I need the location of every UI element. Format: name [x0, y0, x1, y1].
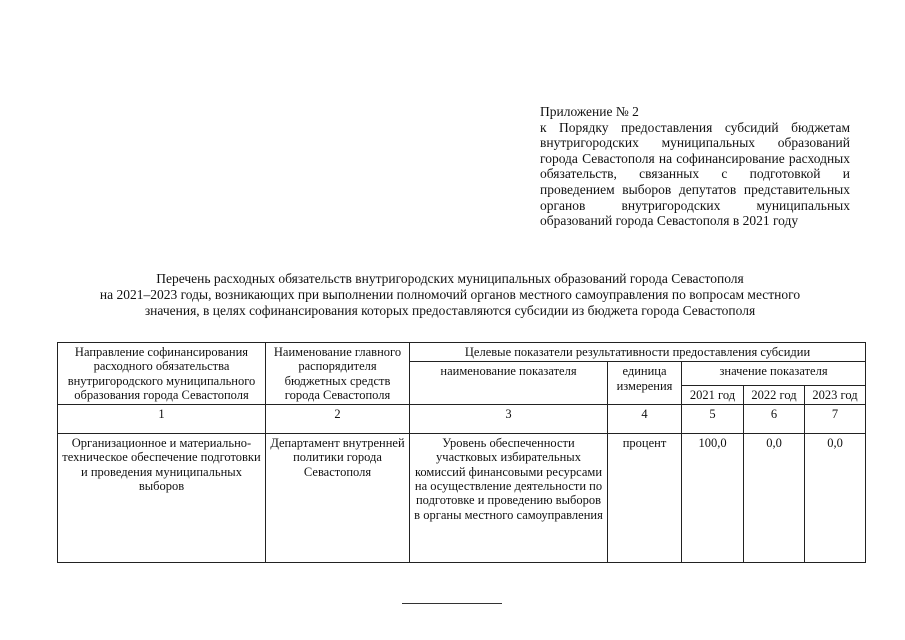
title-line-3: значения, в целях софинансирования которых предоставляются субсидии из бюджета города Севастополя	[144, 303, 756, 318]
table-row	[58, 434, 866, 563]
header-direction: Направление софинансирования расходного обязательства внутригородского муниципального образования города Севастополя	[58, 343, 266, 405]
column-number: 5	[682, 405, 744, 434]
column-number: 1	[58, 405, 266, 434]
obligations-table	[57, 342, 866, 563]
appendix-text: к Порядку предоставления субсидий бюджетам внутригородских муниципальных образований города Севастополя на софинансирование расходных обязательств, связанных с подготовкой и проведением выборов депутатов представительных органов внутригородских муниципальных образований города Севастополя в 2021 году	[540, 119, 850, 229]
cell-manager: Департамент внутренней политики города Севастополя	[266, 434, 410, 563]
document-title	[40, 271, 860, 319]
header-year-2023: 2023 год	[805, 385, 866, 404]
cell-value-2021: 100,0	[682, 434, 744, 563]
cell-unit: процент	[608, 434, 682, 563]
title-line-2: на 2021–2023 годы, возникающих при выполнении полномочий органов местного самоуправления по вопросам местного	[99, 287, 801, 302]
header-unit: единица измерения	[608, 362, 682, 405]
column-number: 7	[805, 405, 866, 434]
column-number: 6	[744, 405, 805, 434]
column-number-row	[58, 405, 866, 434]
header-manager: Наименование главного распорядителя бюджетных средств города Севастополя	[266, 343, 410, 405]
header-value: значение показателя	[682, 362, 866, 386]
appendix-number: Приложение № 2	[540, 104, 639, 119]
footer-divider	[402, 603, 502, 604]
header-targets: Целевые показатели результативности предоставления субсидии	[410, 343, 866, 362]
header-year-2022: 2022 год	[744, 385, 805, 404]
cell-value-2023: 0,0	[805, 434, 866, 563]
cell-direction: Организационное и материально-техническое обеспечение подготовки и проведения муниципальных выборов	[58, 434, 266, 563]
column-number: 4	[608, 405, 682, 434]
title-line-1: Перечень расходных обязательств внутригородских муниципальных образований города Севастополя	[156, 271, 744, 286]
header-row-1	[58, 343, 866, 362]
appendix-block	[540, 104, 850, 229]
column-number: 3	[410, 405, 608, 434]
header-year-2021: 2021 год	[682, 385, 744, 404]
column-number: 2	[266, 405, 410, 434]
cell-indicator: Уровень обеспеченности участковых избирательных комиссий финансовыми ресурсами на осуществление деятельности по подготовке и проведению выборов в органы местного самоуправления	[410, 434, 608, 563]
cell-value-2022: 0,0	[744, 434, 805, 563]
header-indicator-name: наименование показателя	[410, 362, 608, 405]
